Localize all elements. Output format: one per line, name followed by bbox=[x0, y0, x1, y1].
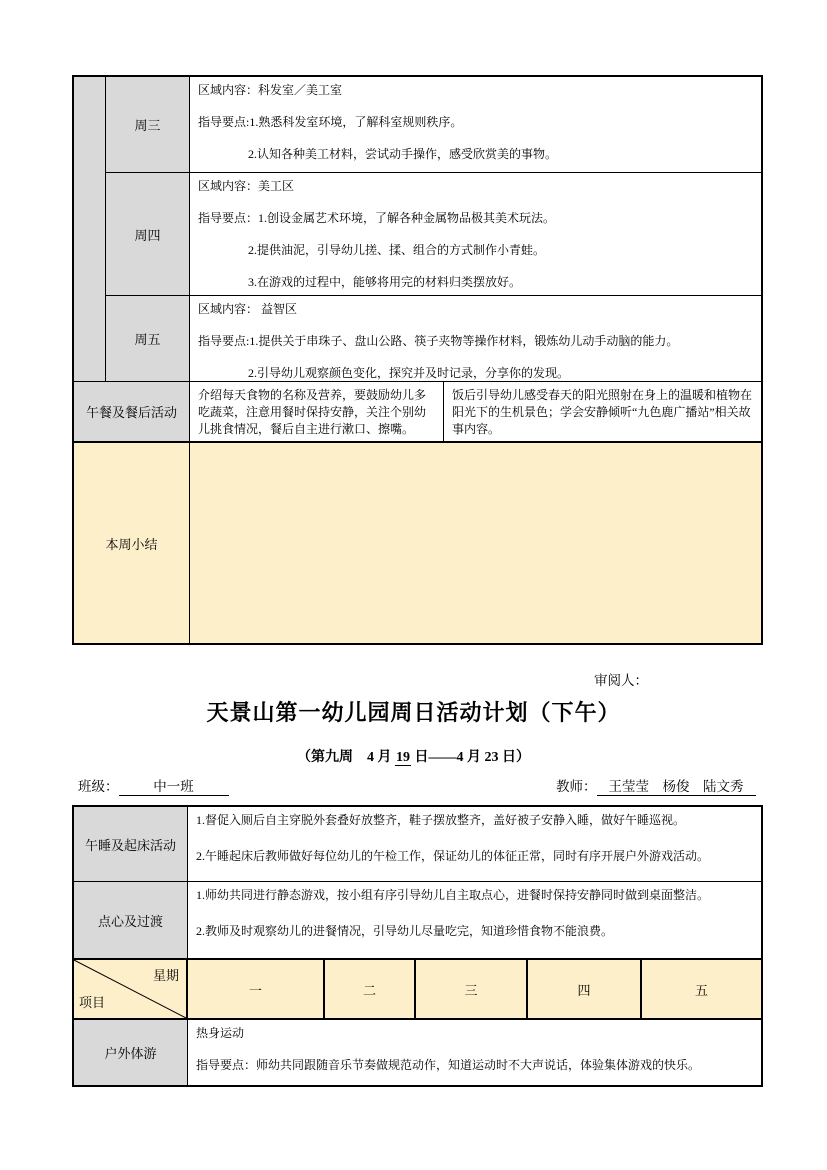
row-label-lunch bbox=[74, 382, 190, 443]
guidance-line: 3.在游戏的过程中，能够将用完的材料归类摆放好。 bbox=[248, 275, 522, 289]
lunch-right-cell bbox=[444, 382, 761, 441]
diagonal-header-cell bbox=[74, 960, 188, 1020]
day-label: 周四 bbox=[134, 227, 161, 243]
guidance-line: 2.认知各种美工材料，尝试动手操作，感受欣赏美的事物。 bbox=[248, 147, 558, 161]
class-label: 班级： bbox=[78, 779, 119, 794]
nap-line: 1.督促入厕后自主穿脱外套叠好放整齐，鞋子摆放整齐，盖好被子安静入睡，做好午睡巡视。 bbox=[196, 813, 686, 827]
guidance-line: 2.引导幼儿观察颜色变化，探究并及时记录，分享你的发现。 bbox=[248, 366, 570, 380]
row-label-snack bbox=[74, 882, 188, 960]
lunch-right-text: 饭后引导幼儿感受春天的阳光照射在身上的温暖和植物在阳光下的生机景色；学会安静倾听“九色鹿广播站”相关故事内容。 bbox=[452, 388, 753, 436]
guidance-line: 指导要点:1.提供关于串珠子、盘山公路、筷子夹物等操作材料，锻炼幼儿动手动脑的能力。 bbox=[198, 334, 679, 348]
row-content-outdoor bbox=[188, 1020, 761, 1085]
corner-week-label: 星期 bbox=[152, 968, 179, 983]
row-label-outdoor bbox=[74, 1020, 188, 1085]
weekday-text: 五 bbox=[694, 982, 708, 998]
weekday-text: 三 bbox=[464, 982, 478, 998]
weekday-header-mon bbox=[188, 960, 325, 1020]
subtitle-prefix: （第九周 4 月 bbox=[297, 750, 395, 765]
afternoon-plan-table bbox=[72, 805, 763, 1087]
row-content-lunch bbox=[190, 382, 761, 443]
row-label-thursday bbox=[106, 173, 190, 296]
outdoor-line: 指导要点：师幼共同跟随音乐节奏做规范动作，知道运动时不大声说话，体验集体游戏的快乐。 bbox=[196, 1058, 701, 1072]
weekday-text: 四 bbox=[577, 982, 591, 998]
row-content-nap bbox=[188, 807, 761, 882]
subtitle-underlined-day: 19 bbox=[396, 750, 410, 765]
lunch-left-text: 介绍每天食物的名称及营养，要鼓励幼儿多吃蔬菜，注意用餐时保持安静，关注个别幼儿挑食情况，餐后自主进行漱口、擦嘴。 bbox=[198, 388, 427, 436]
teacher-label: 教师： bbox=[556, 779, 597, 794]
weekday-text: 一 bbox=[248, 982, 262, 998]
week-plan-table bbox=[72, 75, 763, 645]
weekday-header-tue bbox=[325, 960, 416, 1020]
snack-line: 2.教师及时观察幼儿的进餐情况，引导幼儿尽量吃完，知道珍惜食物不能浪费。 bbox=[196, 924, 614, 938]
area-content-line: 区域内容：科发室／美工室 bbox=[198, 83, 343, 97]
day-label: 周五 bbox=[134, 332, 161, 347]
reviewer-label: 审阅人： bbox=[594, 673, 648, 688]
merged-spine-cell bbox=[74, 77, 106, 382]
row-label-friday bbox=[106, 296, 190, 382]
weekday-header-thu bbox=[528, 960, 642, 1020]
row-label-weekly-summary bbox=[74, 443, 190, 643]
weekday-header-wed bbox=[416, 960, 528, 1020]
outdoor-line: 热身运动 bbox=[196, 1026, 245, 1040]
corner-item-label: 项目 bbox=[79, 995, 106, 1010]
teacher-value: 王莹莹 杨俊 陆文秀 bbox=[597, 775, 756, 796]
area-content-line: 区域内容： 益智区 bbox=[198, 302, 298, 316]
weekday-text: 二 bbox=[362, 982, 376, 998]
lunch-left-cell bbox=[190, 382, 444, 441]
row-label-wednesday bbox=[106, 77, 190, 173]
row-content-friday bbox=[190, 296, 761, 382]
subtitle-suffix: 日——4 月 23 日） bbox=[411, 750, 530, 765]
nap-label: 午睡及起床活动 bbox=[84, 837, 176, 853]
guidance-line: 指导要点:1.熟悉科发室环境，了解科室规则秩序。 bbox=[198, 115, 463, 129]
summary-label: 本周小结 bbox=[105, 536, 158, 552]
area-content-line: 区域内容：美工区 bbox=[198, 179, 295, 193]
nap-line: 2.午睡起床后教师做好每位幼儿的午检工作，保证幼儿的体征正常，同时有序开展户外游戏活动。 bbox=[196, 849, 710, 863]
outdoor-label: 户外体游 bbox=[104, 1046, 157, 1061]
row-content-wednesday bbox=[190, 77, 761, 173]
class-line bbox=[78, 775, 229, 796]
weekday-header-fri bbox=[642, 960, 761, 1020]
page-subtitle bbox=[0, 746, 827, 766]
day-label: 周三 bbox=[134, 118, 161, 133]
row-content-snack bbox=[188, 882, 761, 960]
row-content-thursday bbox=[190, 173, 761, 296]
teacher-line bbox=[556, 775, 756, 796]
guidance-line: 2.提供油泥，引导幼儿搓、揉、组合的方式制作小青蛙。 bbox=[248, 243, 546, 257]
row-label-nap bbox=[74, 807, 188, 882]
snack-label: 点心及过渡 bbox=[97, 913, 163, 929]
lunch-label: 午餐及餐后活动 bbox=[85, 405, 177, 420]
class-value: 中一班 bbox=[119, 775, 229, 796]
page-title: 天景山第一幼儿园周日活动计划（下午） bbox=[206, 700, 621, 725]
row-content-weekly-summary bbox=[190, 443, 761, 643]
guidance-line: 指导要点：1.创设金属艺术环境，了解各种金属物品极其美术玩法。 bbox=[198, 211, 556, 225]
snack-line: 1.师幼共同进行静态游戏，按小组有序引导幼儿自主取点心，进餐时保持安静同时做到桌面整洁。 bbox=[196, 888, 710, 902]
